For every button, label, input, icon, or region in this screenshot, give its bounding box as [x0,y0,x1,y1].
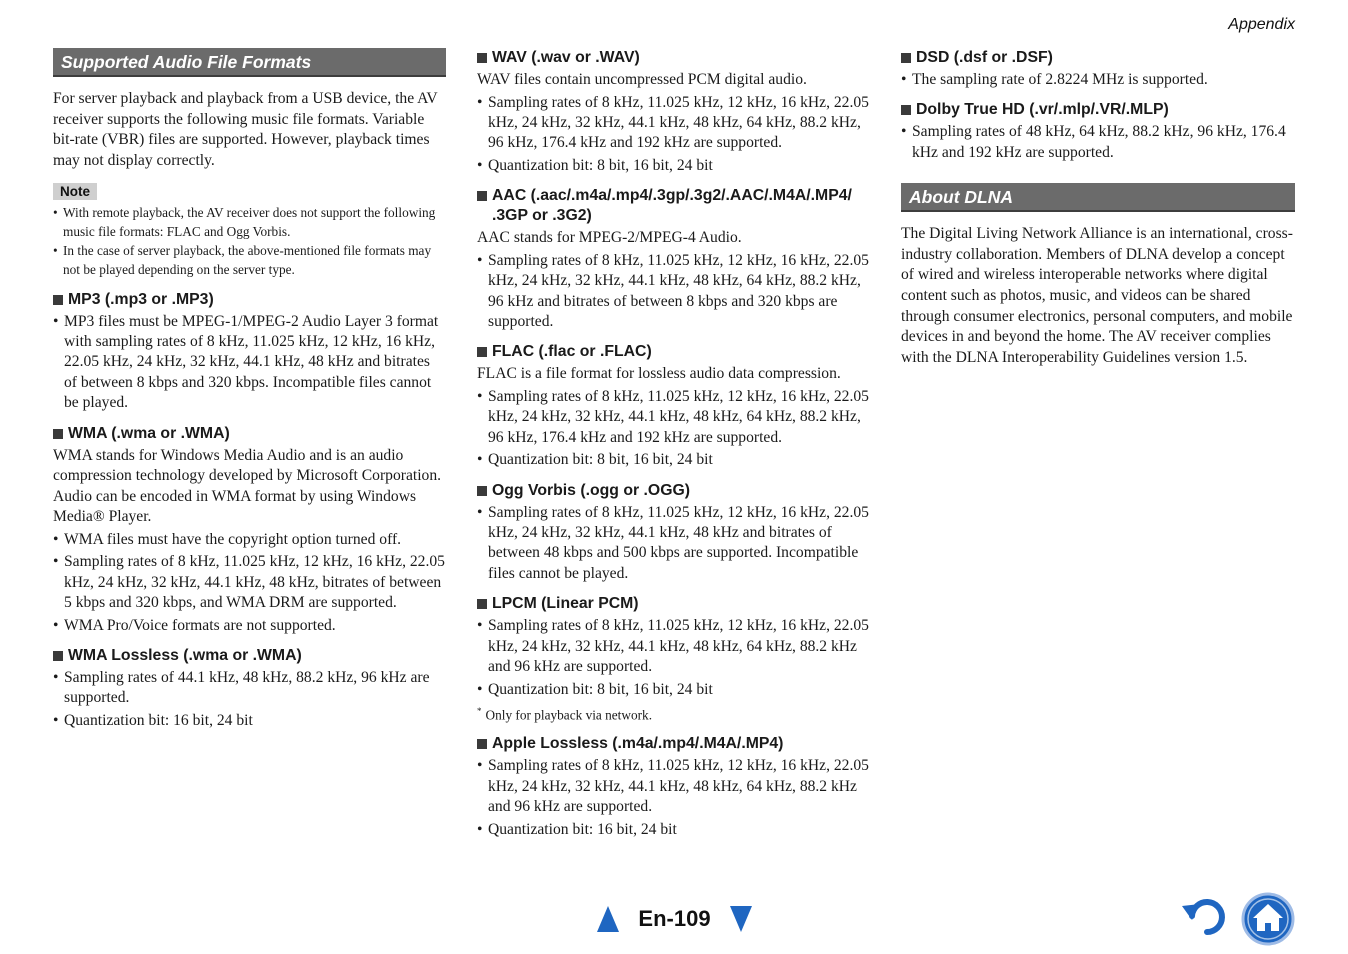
note-item: • In the case of server playback, the above-mentioned file formats may not be played depending on the server type. [53,242,446,280]
dsd-list [901,70,1295,90]
note-item: • With remote playback, the AV receiver does not support the following music file formats: FLAC and Ogg Vorbis. [53,204,446,242]
list-item: • Sampling rates of 8 kHz, 11.025 kHz, 12 kHz, 16 kHz, 22.05 kHz, 24 kHz, 32 kHz, 44.1 kHz, 48 kHz, 64 kHz, 88.2 kHz, 96 kHz, 176.4 kHz and 192 kHz are supported. [477,387,877,448]
note-badge: Note [53,183,97,200]
list-item: • WMA files must have the copyright option turned off. [53,530,446,550]
square-bullet-icon [477,599,487,609]
flac-intro: FLAC is a file format for lossless audio data compression. [477,365,841,383]
list-item: • Sampling rates of 8 kHz, 11.025 kHz, 12 kHz, 16 kHz, 22.05 kHz, 24 kHz, 32 kHz, 44.1 kHz, 48 kHz, 64 kHz, 88.2 kHz and 96 kHz are supported. [477,616,877,677]
list-item: • Sampling rates of 8 kHz, 11.025 kHz, 12 kHz, 16 kHz, 22.05 kHz, 24 kHz, 32 kHz, 44.1 kHz, 48 kHz and bitrates of between 48 kbps and 500 kbps are supported. Incompatible files cannot be played. [477,503,877,585]
list-item: • Sampling rates of 8 kHz, 11.025 kHz, 12 kHz, 16 kHz, 22.05 kHz, 24 kHz, 32 kHz, 44.1 kHz, 48 kHz, 64 kHz, 88.2 kHz and 96 kHz are supported. [477,756,877,817]
wav-intro: WAV files contain uncompressed PCM digital audio. [477,71,807,88]
square-bullet-icon [53,295,63,305]
wma-lossless-list [53,668,446,731]
square-bullet-icon [901,105,911,115]
heading-dsd: DSD (.dsf or .DSF) [901,48,1295,68]
list-item: • Quantization bit: 8 bit, 16 bit, 24 bit [477,156,877,176]
section-bar-about-dlna: About DLNA [901,183,1295,212]
heading-wma-lossless: WMA Lossless (.wma or .WMA) [53,646,446,666]
lpcm-footnote: * Only for playback via network. [477,705,653,723]
list-item: • Quantization bit: 16 bit, 24 bit [53,711,446,731]
wav-list [477,93,877,177]
square-bullet-icon [53,651,63,661]
triangle-up-icon[interactable] [597,906,619,932]
home-icon[interactable] [1241,892,1295,946]
lpcm-list [477,616,877,700]
heading-wav: WAV (.wav or .WAV) [477,48,877,68]
section-label: Appendix [1228,16,1295,33]
square-bullet-icon [901,53,911,63]
alac-list [477,756,877,840]
mp3-list [53,312,446,414]
heading-mp3: MP3 (.mp3 or .MP3) [53,290,446,310]
list-item: • Quantization bit: 16 bit, 24 bit [477,820,877,840]
list-item: • Sampling rates of 8 kHz, 11.025 kHz, 12 kHz, 16 kHz, 22.05 kHz, 24 kHz, 32 kHz, 44.1 kHz, 48 kHz, 64 kHz, 88.2 kHz, 96 kHz, 176.4 kHz and 192 kHz are supported. [477,93,877,154]
list-item: • MP3 files must be MPEG-1/MPEG-2 Audio Layer 3 format with sampling rates of 8 kHz, 11.025 kHz, 12 kHz, 16 kHz, 22.05 kHz, 24 kHz, 32 kHz, 44.1 kHz, 48 kHz and bitrates of between 8 kbps and 320 kbps. Incompatible files cannot be played. [53,312,446,414]
square-bullet-icon [477,53,487,63]
wma-list [53,530,446,636]
list-item: • Sampling rates of 44.1 kHz, 48 kHz, 88.2 kHz, 96 kHz are supported. [53,668,446,709]
page-number: En-109 [638,906,711,931]
back-arrow-icon[interactable] [1180,894,1230,938]
square-bullet-icon [477,347,487,357]
square-bullet-icon [53,429,63,439]
dolby-list [901,122,1295,163]
intro-paragraph: For server playback and playback from a USB device, the AV receiver supports the following music file formats. Variable bit-rate (VBR) files are supported. However, playback times may not display correctly. [53,90,438,169]
list-item: • WMA Pro/Voice formats are not supported. [53,616,446,636]
column-2 [477,48,877,842]
aac-intro: AAC stands for MPEG-2/MPEG-4 Audio. [477,229,742,247]
heading-ogg: Ogg Vorbis (.ogg or .OGG) [477,481,877,501]
heading-dolby: Dolby True HD (.vr/.mlp/.VR/.MLP) [901,100,1295,120]
square-bullet-icon [477,486,487,496]
heading-flac: FLAC (.flac or .FLAC) [477,342,877,362]
list-item: • Quantization bit: 8 bit, 16 bit, 24 bit [477,450,877,470]
wma-intro: WMA stands for Windows Media Audio and is an audio compression technology developed by Microsoft Corporation. Audio can be encoded in WMA format by using Windows Media® Player. [53,446,442,526]
flac-list [477,387,877,471]
square-bullet-icon [477,739,487,749]
ogg-list [477,503,877,585]
note-list [53,204,446,279]
list-item: • The sampling rate of 2.8224 MHz is supported. [901,70,1295,90]
list-item: • Sampling rates of 8 kHz, 11.025 kHz, 12 kHz, 16 kHz, 22.05 kHz, 24 kHz, 32 kHz, 44.1 kHz, 48 kHz, bitrates of between 5 kbps and 320 kbps, and WMA DRM are supported. [53,552,446,613]
heading-wma: WMA (.wma or .WMA) [53,424,446,444]
dlna-paragraph: The Digital Living Network Alliance is an international, cross-industry collaboration. Members of DLNA develop a concept of wired and wireless interoperable networks where digital content such as photos, music, and videos can be shared through consumer electronics, personal computers, and mobile devices in and beyond the home. The AV receiver complies with the DLNA Interoperability Guidelines version 1.5. [901,225,1293,366]
list-item: • Sampling rates of 48 kHz, 64 kHz, 88.2 kHz, 96 kHz, 176.4 kHz and 192 kHz are supported. [901,122,1295,163]
list-item: • Quantization bit: 8 bit, 16 bit, 24 bit [477,680,877,700]
column-3 [901,48,1295,374]
heading-lpcm: LPCM (Linear PCM) [477,594,877,614]
heading-apple-lossless: Apple Lossless (.m4a/.mp4/.M4A/.MP4) [477,734,877,754]
aac-list [477,251,877,333]
page-navigator [597,903,752,935]
heading-aac: AAC (.aac/.m4a/.mp4/.3gp/.3g2/.AAC/.M4A/.MP4/ .3GP or .3G2) [477,186,877,226]
triangle-down-icon[interactable] [730,906,752,932]
section-bar-supported-formats: Supported Audio File Formats [53,48,446,77]
square-bullet-icon [477,191,487,201]
list-item: • Sampling rates of 8 kHz, 11.025 kHz, 12 kHz, 16 kHz, 22.05 kHz, 24 kHz, 32 kHz, 44.1 kHz, 48 kHz, 64 kHz, 88.2 kHz, 96 kHz and bitrates of between 8 kbps and 320 kbps are supported. [477,251,877,333]
column-1 [53,48,446,733]
